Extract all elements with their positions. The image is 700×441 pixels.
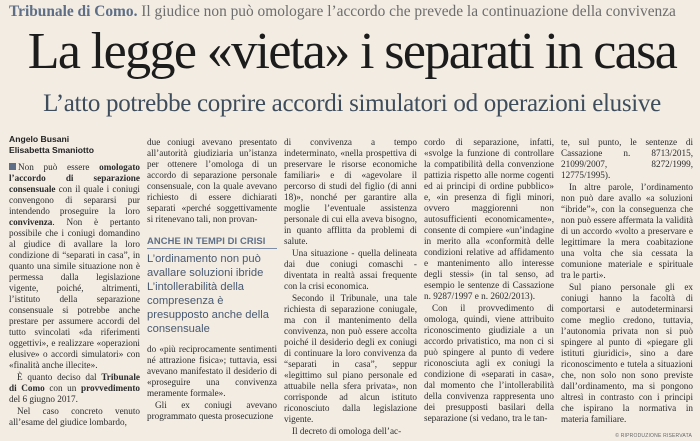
paragraph: Nel caso concreto venuto all’esame del giudice lombardo, (9, 406, 140, 427)
paragraph: Con il provvedimento di omologa, quindi, viene attribuito riconoscimento giudiziale a un accordo privatistico, ma non ci si può spingere al punto di vedere riconosciuta agli ex coniugi la condizione di «separati in casa», dal momento che l’intollerabilità della convivenza rappresenta uno dei presupposti basilari della separazione (si vedano, tra le tan- (424, 303, 554, 423)
paragraph: Gli ex coniugi avevano programmato questa prosecuzione (147, 400, 277, 421)
kicker-label: Tribunale di Como. (9, 3, 138, 20)
pull-quote (147, 235, 277, 336)
article-column-3 (284, 137, 417, 438)
paragraph: Secondo il Tribunale, una tale richiesta di separazione coniugale, ma con il mantenimento della convivenza, non può essere accolta poiché il desiderio degli ex coniugi di continuare la loro convivenza da “separati in casa”, seppur «legittimo sul piano personale ed attuabile nella sfera privata», non corrisponde ad alcun istituto riconosciuto dalla legislazione vigente. (284, 293, 417, 424)
paragraph: te, sul punto, le sentenze di Cassazione n. 8713/2015, 21099/2007, 8272/1999, 12775/1995). (561, 137, 693, 180)
pull-quote-text: L’ordinamento non può avallare soluzioni ibride L’intollerabilità della compresenza è presupposto anche della consensuale (147, 253, 269, 335)
article-column-1 (9, 134, 140, 429)
paragraph: In altre parole, l’ordinamento non può dare avallo «a soluzioni “ibride”», con la conseguenza che non può essere affermata la validità di un accordo «volto a preservare e legittimare la mera coabitazione una volta che sia cessata la comunione materiale e spirituale tra le parti». (561, 182, 693, 280)
square-bullet-icon (9, 163, 16, 170)
article-column-4 (424, 137, 554, 425)
pull-quote-title: ANCHE IN TEMPI DI CRISI (147, 235, 277, 249)
paragraph: di convivenza a tempo indeterminato, «nella prospettiva di preservare le risorse economiche familiari» e di «agevolare il percorso di studi del figlio (di anni 18)», nonché per garantire alla moglie l’eventuale assistenza personale di cui ella aveva bisogno, in quanto afflitta da problemi di salute. (284, 137, 417, 246)
author-1: Angelo Busani (9, 134, 70, 144)
paragraph: due coniugi avevano presentato all’autorità giudiziaria un’istanza per ottenere l’omologa di un accordo di separazione personale consensuale, con la quale avevano richiesto di essere dichiarati separati «perché soggettivamente si ritenevano tali, non provan- (147, 137, 277, 224)
byline (9, 134, 140, 156)
kicker-text: Il giudice non può omologare l’accordo che prevede la continuazione della convivenza (141, 3, 676, 20)
paragraph: È quanto deciso dal Tribunale di Como con un provvedimento del 6 giugno 2017. (9, 372, 140, 404)
paragraph: cordo di separazione, infatti, «svolge la funzione di controllare la compatibilità della convenzione pattizia rispetto alle norme cogenti ed ai principi di ordine pubblico» e, «in presenza di figli minori, ovvero maggiorenni non autosufficienti economicamente», consente di compiere «un’indagine in merito alla «conformità delle condizioni relative ad affidamento e mantenimento allo interesse degli stessi» (in tal senso, ad esempio le sentenze di Cassazione n. 9287/1997 e n. 2602/2013). (424, 137, 554, 301)
paragraph: Il decreto di omologa dell’ac- (292, 426, 402, 436)
subheadline: L’atto potrebbe coprire accordi simulatori od operazioni elusive (43, 90, 661, 117)
paragraph: do «più reciprocamente sentimenti né attrazione fisica»; tuttavia, essi avevano manifestato il desiderio di «proseguire una convivenza meramente formale». (147, 344, 277, 398)
kicker (9, 3, 699, 21)
article-column-2 (147, 137, 277, 423)
copyright-notice: © RIPRODUZIONE RISERVATA (615, 433, 692, 439)
paragraph: Non può essere omologato l’accordo di separazione consensuale con il quale i coniugi convengono di separarsi pur intendendo proseguire la loro convivenza. Non è pertanto possibile che i coniugi domandino al giudice di avallare la loro condizione di “separati in casa”, in quanto una simile situazione non è permessa dalla legislazione vigente, poiché, altrimenti, l’istituto della separazione consensuale si potrebbe anche prestare per assumere accordi del tutto svincolati «da riferimenti oggettivi», e realizzare «operazioni elusive» o accordi simulatori» con «finalità anche illecite». (9, 162, 140, 370)
paragraph: Sul piano personale gli ex coniugi hanno la facoltà di comportarsi e autodeterminarsi come meglio credono, tuttavia, l’autonomia privata non si può spingere al punto di «piegare gli istituti giuridici», sino a dare riconoscimento e tutela a situazioni che, non solo non sono previste dall’ordinamento, ma si pongono altresì in contrasto con i principi che ispirano la normativa in materia familiare. (561, 282, 693, 424)
author-2: Elisabetta Smaniotto (9, 145, 94, 155)
headline: La legge «vieta» i separati in casa (27, 23, 677, 80)
article-column-5 (561, 137, 693, 426)
paragraph: Una situazione - quella delineata dai due coniugi comaschi - diventata in realtà assai frequente con la crisi economica. (284, 248, 417, 291)
